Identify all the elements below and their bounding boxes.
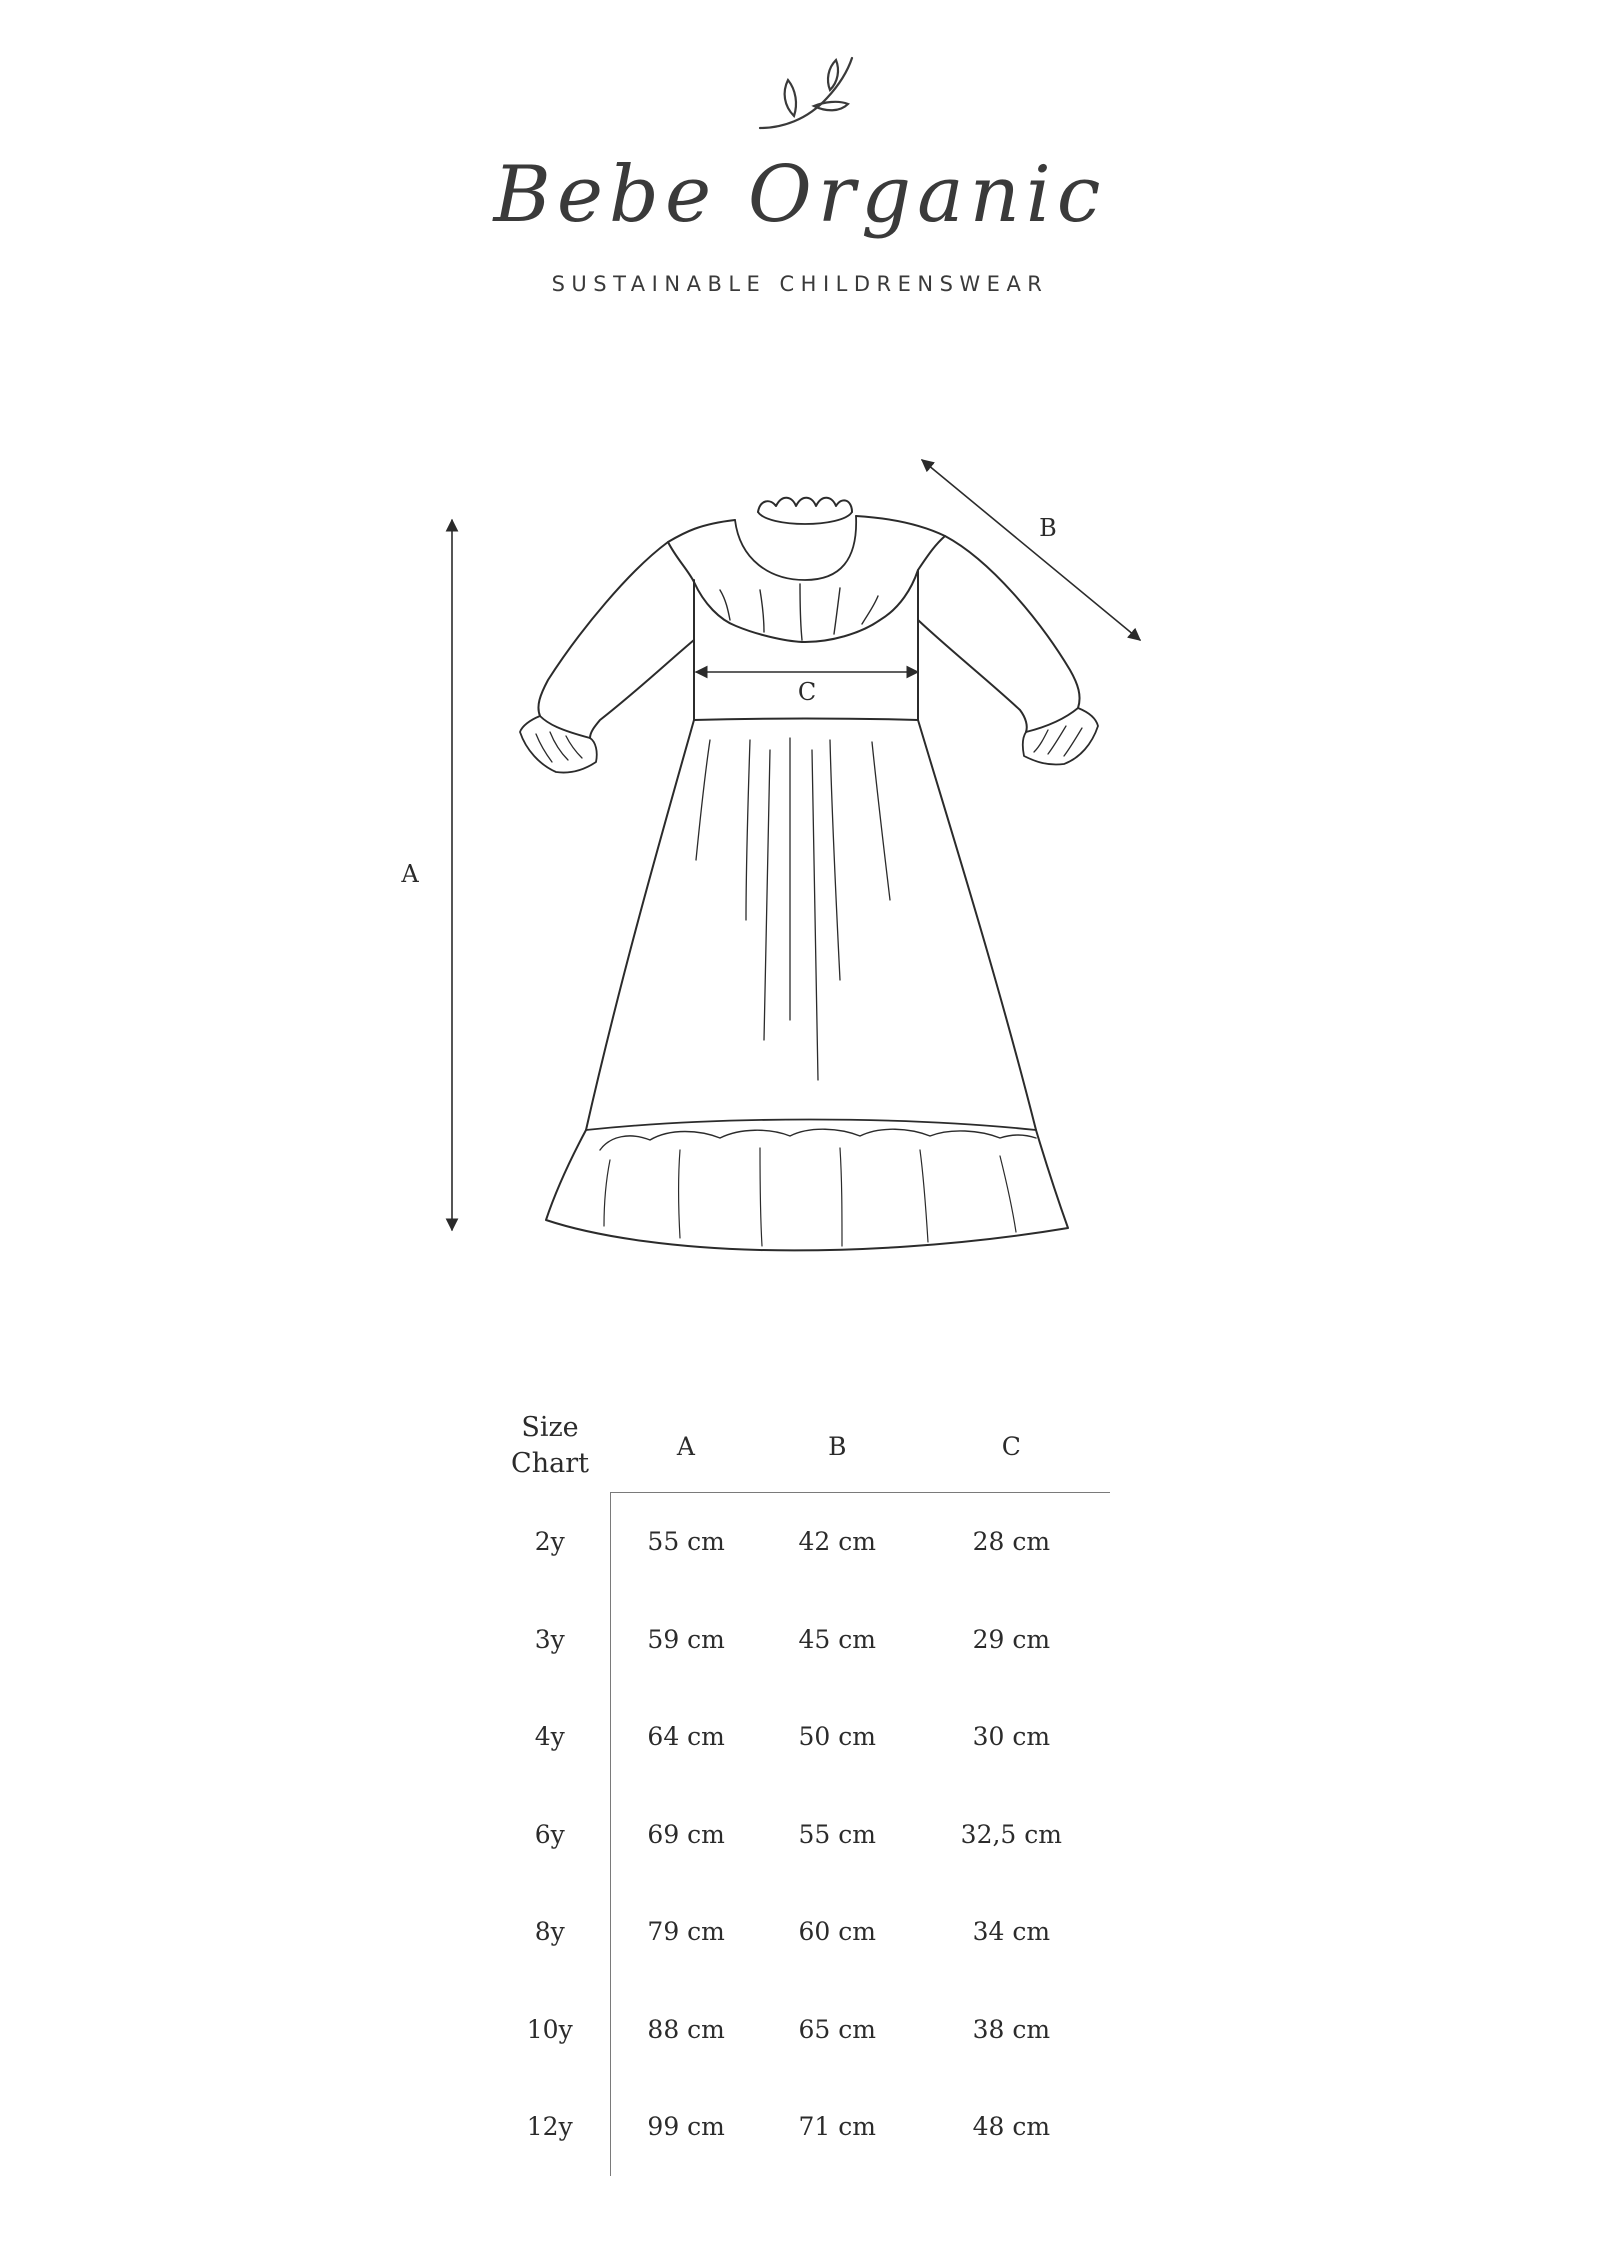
right-sleeve bbox=[918, 536, 1080, 732]
value-c-cell: 48 cm bbox=[972, 2112, 1051, 2142]
skirt bbox=[586, 720, 1036, 1130]
left-sleeve bbox=[538, 542, 694, 738]
table-row bbox=[490, 2078, 1110, 2176]
table-header-row bbox=[490, 1400, 1110, 1493]
brand-logo bbox=[0, 0, 1600, 320]
table-row bbox=[490, 1493, 1110, 1591]
table-row bbox=[490, 1786, 1110, 1884]
size-cell: 3y bbox=[490, 1591, 610, 1689]
value-c-cell: 30 cm bbox=[972, 1722, 1051, 1752]
size-heading-line1: Size bbox=[521, 1412, 579, 1444]
size-heading-line2: Chart bbox=[511, 1448, 589, 1480]
value-a-cell: 55 cm bbox=[647, 1527, 725, 1557]
value-c-cell: 38 cm bbox=[972, 2014, 1051, 2044]
value-b-cell: 65 cm bbox=[798, 2014, 876, 2044]
value-c-cell: 29 cm bbox=[972, 1624, 1051, 1654]
brand-name: Bebe Organic bbox=[493, 150, 1107, 240]
table-row bbox=[490, 1688, 1110, 1786]
table-row bbox=[490, 1981, 1110, 2079]
dimension-b-label: B bbox=[1039, 514, 1057, 542]
value-c-cell: 32,5 cm bbox=[960, 1819, 1062, 1849]
size-cell: 12y bbox=[490, 2078, 610, 2176]
table-row bbox=[490, 1883, 1110, 1981]
value-a-cell: 64 cm bbox=[647, 1722, 725, 1752]
value-b-cell: 71 cm bbox=[798, 2112, 876, 2142]
size-chart-table bbox=[490, 1400, 1110, 2176]
dress-diagram bbox=[0, 420, 1600, 1280]
dress-sketch bbox=[0, 420, 1600, 1280]
value-b-cell: 50 cm bbox=[798, 1722, 876, 1752]
value-b-cell: 60 cm bbox=[798, 1917, 876, 1947]
size-cell: 8y bbox=[490, 1883, 610, 1981]
value-b-cell: 42 cm bbox=[798, 1527, 876, 1557]
size-cell: 10y bbox=[490, 1981, 610, 2079]
size-chart bbox=[490, 1400, 1110, 2176]
value-c-cell: 34 cm bbox=[972, 1917, 1051, 1947]
value-a-cell: 79 cm bbox=[647, 1917, 725, 1947]
value-a-cell: 69 cm bbox=[647, 1819, 725, 1849]
column-header-c: C bbox=[913, 1400, 1110, 1493]
dimension-a-label: A bbox=[401, 860, 419, 888]
hem-ruffle bbox=[546, 1130, 1068, 1250]
dimension-c-label: C bbox=[797, 678, 817, 706]
value-b-cell: 55 cm bbox=[798, 1819, 876, 1849]
column-header-a: A bbox=[610, 1400, 762, 1493]
table-row bbox=[490, 1591, 1110, 1689]
collar-ruffle bbox=[758, 498, 852, 512]
column-header-b: B bbox=[762, 1400, 913, 1493]
size-cell: 6y bbox=[490, 1786, 610, 1884]
value-a-cell: 59 cm bbox=[647, 1624, 725, 1654]
size-chart-heading bbox=[490, 1400, 610, 1493]
brand-tagline: SUSTAINABLE CHILDRENSWEAR bbox=[551, 272, 1049, 296]
value-a-cell: 99 cm bbox=[647, 2112, 725, 2142]
value-a-cell: 88 cm bbox=[647, 2014, 725, 2044]
size-cell: 4y bbox=[490, 1688, 610, 1786]
yoke-ruffle bbox=[668, 516, 945, 642]
size-cell: 2y bbox=[490, 1493, 610, 1591]
leaf-sprig-icon bbox=[752, 50, 862, 140]
value-b-cell: 45 cm bbox=[798, 1624, 876, 1654]
value-c-cell: 28 cm bbox=[972, 1527, 1051, 1557]
